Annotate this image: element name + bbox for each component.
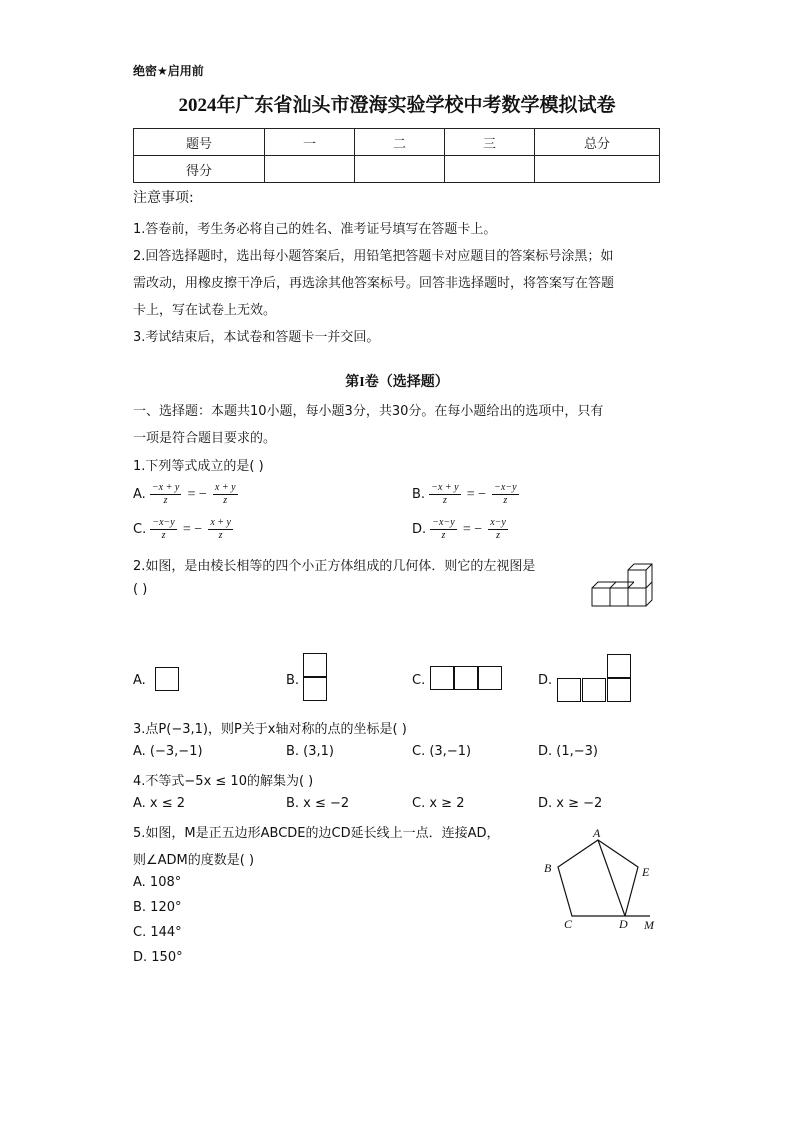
- fraction: [150, 482, 181, 507]
- denominator: z: [161, 530, 166, 541]
- numerator: x + y: [210, 517, 231, 528]
- numerator: −x + y: [151, 482, 180, 493]
- score-table-header-cell: 二: [355, 129, 445, 156]
- page-title: 2024年广东省汕头市澄海实验学校中考数学模拟试卷: [178, 95, 616, 116]
- vertex-label-e: E: [642, 865, 650, 879]
- equals-sign: = −: [187, 486, 207, 502]
- denominator: z: [503, 495, 508, 506]
- fraction: [208, 517, 233, 542]
- q3-stem: 3.点P(−3,1)，则P关于x轴对称的点的坐标是( ): [133, 722, 407, 737]
- fraction: [429, 482, 460, 507]
- equals-sign: = −: [182, 521, 203, 537]
- fraction: [492, 482, 518, 507]
- vertex-label-a: A: [593, 826, 601, 840]
- vertex-label-m: M: [644, 918, 654, 932]
- q4-option-a: A. x ≤ 2: [133, 796, 186, 811]
- fraction: [213, 482, 238, 507]
- q1-stem: 1.下列等式成立的是( ): [133, 459, 264, 474]
- q5-option-b: B. 120°: [133, 900, 182, 915]
- option-label: D.: [412, 522, 427, 537]
- q5-stem: 5.如图，M是正五边形ABCDE的边CD延长线上一点．连接AD，: [133, 826, 500, 841]
- fraction: [430, 517, 456, 542]
- denominator: z: [496, 530, 501, 541]
- q2-option-d-figure: [607, 678, 631, 702]
- q2-option-b-figure: [303, 677, 327, 701]
- notice-item: 3.考试结束后，本试卷和答题卡一并交回。: [133, 330, 380, 345]
- score-table-header-cell: 三: [445, 129, 535, 156]
- q2-option-d-figure: [557, 678, 581, 702]
- score-cell: [355, 156, 445, 183]
- option-label: C.: [133, 522, 147, 537]
- vertex-label-c: C: [564, 917, 573, 931]
- notice-heading: 注意事项:: [133, 190, 194, 206]
- q2-option-d-label: D.: [538, 673, 553, 688]
- section-intro: 一项是符合题目要求的。: [133, 431, 277, 446]
- notice-item: 2.回答选择题时，选出每小题答案后，用铅笔把答题卡对应题目的答案标号涂黑；如: [133, 249, 614, 264]
- numerator: −x−y: [494, 482, 517, 493]
- denominator: z: [223, 495, 228, 506]
- q5-option-d: D. 150°: [133, 950, 183, 965]
- score-cell: [535, 156, 660, 183]
- pentagon-figure: [530, 822, 670, 937]
- q2-option-a-figure: [155, 667, 179, 691]
- numerator: −x−y: [152, 517, 175, 528]
- denominator: z: [442, 495, 447, 506]
- score-table-header-cell: 总分: [535, 129, 660, 156]
- q3-option-c: C. (3,−1): [412, 744, 472, 759]
- q1-option-b: [412, 482, 519, 507]
- q3-option-b: B. (3,1): [286, 744, 335, 759]
- q2-option-b-figure: [303, 653, 327, 677]
- vertex-label-b: B: [544, 861, 552, 875]
- q2-option-d-figure: [582, 678, 606, 702]
- score-table-score-row: [134, 156, 660, 183]
- q2-option-b-label: B.: [286, 673, 300, 688]
- q4-option-c: C. x ≥ 2: [412, 796, 465, 811]
- option-label: B.: [412, 487, 426, 502]
- q2-option-c-figure: [454, 666, 478, 690]
- q5-stem: 则∠ADM的度数是( ): [133, 853, 255, 868]
- fraction: [150, 517, 176, 542]
- q4-stem: 4.不等式−5x ≤ 10的解集为( ): [133, 774, 314, 789]
- q2-stem: 2.如图，是由棱长相等的四个小正方体组成的几何体．则它的左视图是: [133, 559, 536, 574]
- numerator: x−y: [490, 517, 506, 528]
- equals-sign: = −: [462, 521, 483, 537]
- section-intro: 一、选择题：本题共10小题，每小题3分，共30分。在每小题给出的选项中，只有: [133, 404, 604, 419]
- q1-option-a: [133, 482, 238, 507]
- q2-option-d-figure: [607, 654, 631, 678]
- equals-sign: = −: [466, 486, 487, 502]
- q4-option-b: B. x ≤ −2: [286, 796, 350, 811]
- secret-label: 绝密★启用前: [133, 64, 204, 78]
- q1-option-d: [412, 517, 508, 542]
- score-cell: [445, 156, 535, 183]
- notice-item: 卡上，写在试卷上无效。: [133, 303, 277, 318]
- q4-option-d: D. x ≥ −2: [538, 796, 603, 811]
- q1-option-c: [133, 517, 233, 542]
- score-cell: [265, 156, 355, 183]
- score-table-header-row: [134, 129, 660, 156]
- q2-option-c-figure: [478, 666, 502, 690]
- q3-option-a: A. (−3,−1): [133, 744, 203, 759]
- vertex-label-d: D: [619, 917, 628, 931]
- score-table: [133, 128, 660, 183]
- denominator: z: [218, 530, 223, 541]
- q2-option-a-label: A.: [133, 673, 146, 688]
- denominator: z: [163, 495, 168, 506]
- cube-solid-figure: [588, 560, 660, 612]
- q5-option-a: A. 108°: [133, 875, 182, 890]
- q3-option-d: D. (1,−3): [538, 744, 598, 759]
- notice-item: 需改动，用橡皮擦干净后，再选涂其他答案标号。回答非选择题时，将答案写在答题: [133, 276, 615, 291]
- score-table-row-label: 得分: [134, 156, 265, 183]
- q2-option-c-figure: [430, 666, 454, 690]
- q5-option-c: C. 144°: [133, 925, 182, 940]
- notice-item: 1.答卷前，考生务必将自己的姓名、准考证号填写在答题卡上。: [133, 222, 497, 237]
- score-table-header-cell: 一: [265, 129, 355, 156]
- option-label: A.: [133, 487, 146, 502]
- section-title: 第I卷（选择题）: [345, 375, 449, 390]
- numerator: x + y: [214, 482, 236, 493]
- q2-option-c-label: C.: [412, 673, 426, 688]
- denominator: z: [441, 530, 446, 541]
- numerator: −x + y: [431, 482, 459, 493]
- numerator: −x−y: [432, 517, 455, 528]
- fraction: [488, 517, 508, 542]
- q2-paren: ( ): [133, 582, 148, 597]
- score-table-header-cell: 题号: [134, 129, 265, 156]
